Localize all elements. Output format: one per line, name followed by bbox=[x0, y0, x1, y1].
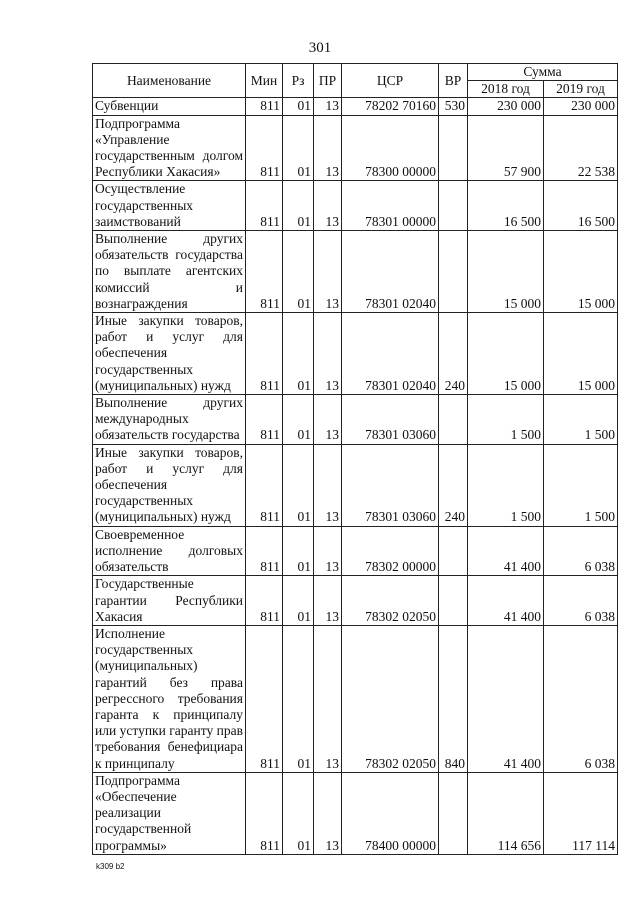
row-min: 811 bbox=[246, 115, 283, 181]
row-min: 811 bbox=[246, 313, 283, 395]
row-sum-2019: 6 038 bbox=[544, 526, 618, 576]
row-rz: 01 bbox=[283, 526, 314, 576]
row-name: Подпрограмма «Управление государственным долгом Республики Хакасия» bbox=[93, 115, 246, 181]
row-sum-2018: 16 500 bbox=[468, 181, 544, 231]
row-csr: 78302 02050 bbox=[342, 625, 439, 772]
header-sum: Сумма bbox=[468, 64, 618, 81]
row-vr: 240 bbox=[439, 444, 468, 526]
table-row bbox=[93, 772, 618, 854]
row-pr: 13 bbox=[314, 772, 342, 854]
row-vr: 240 bbox=[439, 313, 468, 395]
row-pr: 13 bbox=[314, 576, 342, 626]
row-csr: 78400 00000 bbox=[342, 772, 439, 854]
table-row bbox=[93, 395, 618, 445]
row-name: Государственные гарантии Республики Хакасия bbox=[93, 576, 246, 626]
table-row bbox=[93, 625, 618, 772]
row-min: 811 bbox=[246, 444, 283, 526]
header-vr: ВР bbox=[439, 64, 468, 98]
row-rz: 01 bbox=[283, 576, 314, 626]
row-pr: 13 bbox=[314, 181, 342, 231]
row-min: 811 bbox=[246, 526, 283, 576]
footer-code: k309 b2 bbox=[96, 862, 125, 871]
row-sum-2019: 1 500 bbox=[544, 444, 618, 526]
row-name: Исполнение государственных (муниципальных) гарантий без права регрессного требования гаранта к принципалу или уступки гаранту прав требования бенефициара к принципалу bbox=[93, 625, 246, 772]
row-sum-2018: 15 000 bbox=[468, 313, 544, 395]
table-row bbox=[93, 115, 618, 181]
row-rz: 01 bbox=[283, 772, 314, 854]
row-name: Выполнение других обязательств государства по выплате агентских комиссий и вознаграждения bbox=[93, 231, 246, 313]
budget-table bbox=[92, 63, 618, 855]
row-sum-2019: 1 500 bbox=[544, 395, 618, 445]
row-pr: 13 bbox=[314, 526, 342, 576]
row-min: 811 bbox=[246, 772, 283, 854]
row-sum-2019: 6 038 bbox=[544, 576, 618, 626]
row-sum-2019: 15 000 bbox=[544, 313, 618, 395]
row-sum-2019: 117 114 bbox=[544, 772, 618, 854]
row-name: Иные закупки товаров, работ и услуг для обеспечения государственных (муниципальных) нужд bbox=[93, 444, 246, 526]
row-vr bbox=[439, 772, 468, 854]
row-sum-2018: 41 400 bbox=[468, 576, 544, 626]
header-year-2018: 2018 год bbox=[468, 81, 544, 98]
row-sum-2018: 57 900 bbox=[468, 115, 544, 181]
row-rz: 01 bbox=[283, 313, 314, 395]
row-min: 811 bbox=[246, 625, 283, 772]
row-sum-2018: 114 656 bbox=[468, 772, 544, 854]
table-row bbox=[93, 98, 618, 115]
row-vr bbox=[439, 115, 468, 181]
row-rz: 01 bbox=[283, 395, 314, 445]
table-row bbox=[93, 231, 618, 313]
row-rz: 01 bbox=[283, 231, 314, 313]
row-sum-2018: 15 000 bbox=[468, 231, 544, 313]
row-sum-2018: 1 500 bbox=[468, 395, 544, 445]
row-csr: 78300 00000 bbox=[342, 115, 439, 181]
row-name: Субвенции bbox=[93, 98, 246, 115]
row-min: 811 bbox=[246, 231, 283, 313]
row-pr: 13 bbox=[314, 98, 342, 115]
table-row bbox=[93, 181, 618, 231]
row-vr: 840 bbox=[439, 625, 468, 772]
header-pr: ПР bbox=[314, 64, 342, 98]
row-pr: 13 bbox=[314, 115, 342, 181]
header-min: Мин bbox=[246, 64, 283, 98]
row-sum-2019: 15 000 bbox=[544, 231, 618, 313]
row-vr bbox=[439, 576, 468, 626]
row-pr: 13 bbox=[314, 625, 342, 772]
row-csr: 78301 02040 bbox=[342, 231, 439, 313]
row-min: 811 bbox=[246, 181, 283, 231]
header-csr: ЦСР bbox=[342, 64, 439, 98]
row-sum-2018: 41 400 bbox=[468, 625, 544, 772]
row-pr: 13 bbox=[314, 313, 342, 395]
table-row bbox=[93, 313, 618, 395]
row-vr bbox=[439, 526, 468, 576]
table-row bbox=[93, 576, 618, 626]
row-csr: 78302 00000 bbox=[342, 526, 439, 576]
row-csr: 78301 00000 bbox=[342, 181, 439, 231]
row-rz: 01 bbox=[283, 98, 314, 115]
row-name: Иные закупки товаров, работ и услуг для обеспечения государственных (муниципальных) нужд bbox=[93, 313, 246, 395]
header-year-2019: 2019 год bbox=[544, 81, 618, 98]
row-csr: 78301 02040 bbox=[342, 313, 439, 395]
row-name: Осуществление государственных заимствований bbox=[93, 181, 246, 231]
row-csr: 78301 03060 bbox=[342, 444, 439, 526]
row-rz: 01 bbox=[283, 444, 314, 526]
header-name: Наименование bbox=[93, 64, 246, 98]
table-row bbox=[93, 444, 618, 526]
row-rz: 01 bbox=[283, 181, 314, 231]
row-vr bbox=[439, 395, 468, 445]
row-rz: 01 bbox=[283, 625, 314, 772]
row-csr: 78302 02050 bbox=[342, 576, 439, 626]
row-sum-2018: 230 000 bbox=[468, 98, 544, 115]
row-pr: 13 bbox=[314, 444, 342, 526]
row-min: 811 bbox=[246, 98, 283, 115]
row-sum-2018: 1 500 bbox=[468, 444, 544, 526]
row-min: 811 bbox=[246, 576, 283, 626]
row-sum-2018: 41 400 bbox=[468, 526, 544, 576]
table-row bbox=[93, 526, 618, 576]
row-sum-2019: 16 500 bbox=[544, 181, 618, 231]
row-sum-2019: 6 038 bbox=[544, 625, 618, 772]
row-name: Выполнение других международных обязательств государства bbox=[93, 395, 246, 445]
row-name: Подпрограмма «Обеспечение реализации государственной программы» bbox=[93, 772, 246, 854]
row-sum-2019: 22 538 bbox=[544, 115, 618, 181]
row-vr bbox=[439, 181, 468, 231]
row-csr: 78202 70160 bbox=[342, 98, 439, 115]
row-vr bbox=[439, 231, 468, 313]
row-name: Своевременное исполнение долговых обязательств bbox=[93, 526, 246, 576]
row-rz: 01 bbox=[283, 115, 314, 181]
row-sum-2019: 230 000 bbox=[544, 98, 618, 115]
page-number: 301 bbox=[308, 40, 332, 56]
row-pr: 13 bbox=[314, 231, 342, 313]
header-rz: Рз bbox=[283, 64, 314, 98]
row-csr: 78301 03060 bbox=[342, 395, 439, 445]
row-pr: 13 bbox=[314, 395, 342, 445]
row-min: 811 bbox=[246, 395, 283, 445]
row-vr: 530 bbox=[439, 98, 468, 115]
